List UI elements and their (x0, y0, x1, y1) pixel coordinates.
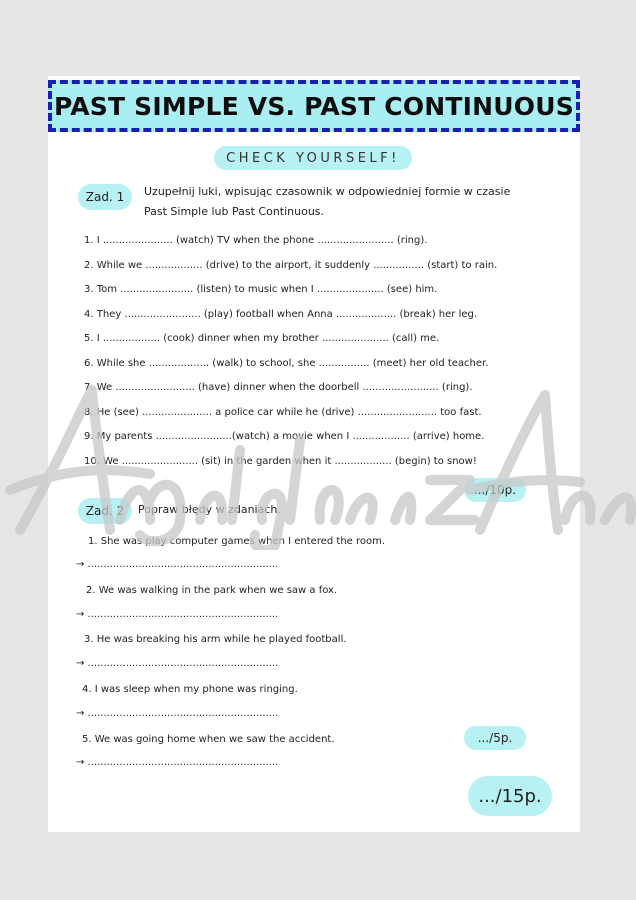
task2-answer-line-4: → ............................................................ (76, 708, 279, 719)
worksheet-page (48, 76, 580, 832)
task2-answer-line-1: → ............................................................ (76, 559, 279, 570)
total-score-pill (468, 776, 552, 816)
task2-item-4: 4. I was sleep when my phone was ringing. (82, 684, 298, 695)
task2-item-1: 1. She was play computer games when I entered the room. (88, 536, 386, 547)
task1-item-2: 2. While we .................. (drive) to the airport, it suddenly ................ (start) to rain. (84, 260, 498, 271)
task2-answer-line-3: → ............................................................ (76, 658, 279, 669)
page-title: PAST SIMPLE VS. PAST CONTINUOUS (54, 91, 574, 121)
task1-item-7: 7. We ......................... (have) dinner when the doorbell ........................ (ring). (84, 382, 473, 393)
task1-item-4: 4. They ........................ (play) football when Anna ................... (break) her leg. (84, 309, 478, 320)
task1-score: .../10p. (473, 483, 517, 497)
subtitle-pill (214, 146, 412, 170)
total-score: .../15p. (478, 785, 542, 807)
subtitle: CHECK YOURSELF! (226, 150, 400, 166)
task1-item-1: 1. I ...................... (watch) TV when the phone ........................ (ring). (84, 235, 428, 246)
title-banner (48, 80, 580, 132)
task1-item-8: 8. He (see) ...................... a police car while he (drive) ......................... too fast. (84, 407, 482, 418)
task1-instruction (144, 182, 510, 222)
task2-answer-line-5: → ............................................................ (76, 757, 279, 768)
task1-score-pill (464, 478, 526, 502)
task1-instruction-line2: Past Simple lub Past Continuous. (144, 205, 325, 218)
task2-item-5: 5. We was going home when we saw the accident. (82, 734, 335, 745)
task1-item-6: 6. While she ................... (walk) to school, she ................ (meet) her old teacher. (84, 358, 489, 369)
task2-label: Zad. 2 (85, 504, 125, 518)
task2-score-pill (464, 726, 526, 750)
task2-item-3: 3. He was breaking his arm while he played football. (84, 634, 347, 645)
task2-instruction: Popraw błędy w zdaniach. (138, 503, 281, 516)
task1-item-9: 9. My parents ........................(watch) a movie when I .................. (arrive) home. (84, 431, 485, 442)
task1-label: Zad. 1 (85, 190, 125, 204)
task1-label-pill (78, 184, 132, 210)
task1-item-3: 3. Tom ....................... (listen) to music when I ..................... (see) him. (84, 284, 438, 295)
task2-label-pill (78, 498, 132, 524)
task1-instruction-line1: Uzupełnij luki, wpisując czasownik w odpowiedniej formie w czasie (144, 185, 511, 198)
task1-item-5: 5. I .................. (cook) dinner when my brother ..................... (call) me. (84, 333, 440, 344)
task2-item-2: 2. We was walking in the park when we saw a fox. (86, 585, 338, 596)
task2-answer-line-2: → ............................................................ (76, 609, 279, 620)
task2-score: .../5p. (477, 731, 513, 745)
task1-item-10: 10. We ........................ (sit) in the garden when it .................. (begin) to snow! (84, 456, 477, 467)
